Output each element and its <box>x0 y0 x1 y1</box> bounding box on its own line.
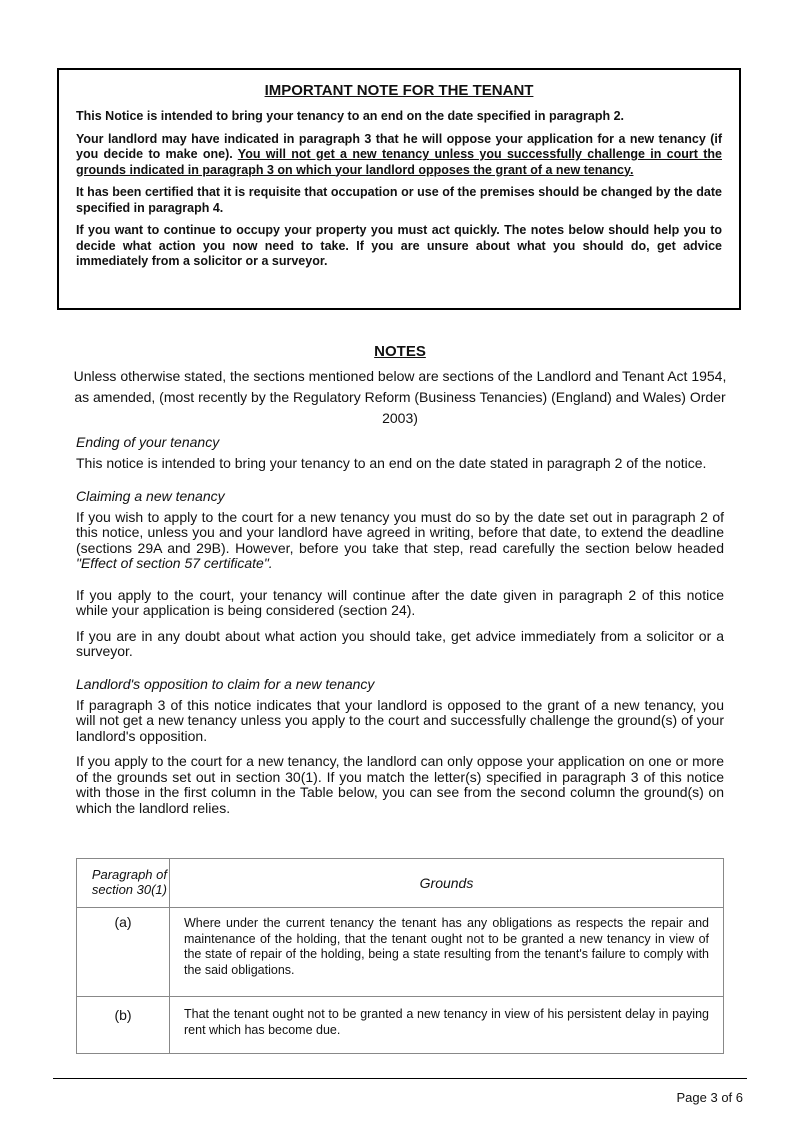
notes-title: NOTES <box>374 343 426 360</box>
important-note-title: IMPORTANT NOTE FOR THE TENANT <box>264 82 534 99</box>
important-note-p2-underlined: You will not get a new tenancy unless you successfully challenge in court the grounds indicated in paragraph 3 on which your landlord opposes the grant of a new tenancy. <box>76 147 722 177</box>
ending-paragraph: This notice is intended to bring your tenancy to an end on the date stated in paragraph 2 of the notice. <box>76 455 707 471</box>
footer-divider <box>53 1078 747 1079</box>
important-note-box <box>57 68 741 310</box>
claiming-paragraph-2: If you apply to the court, your tenancy will continue after the date given in paragraph 2 of this notice while your application is being considered (section 24). <box>76 586 724 618</box>
claiming-paragraph-3: If you are in any doubt about what action you should take, get advice immediately from a solicitor or a surveyor. <box>76 627 724 659</box>
table-row <box>77 997 724 1054</box>
important-note-p2 <box>76 132 722 179</box>
row-grounds: Where under the current tenancy the tenant has any obligations as respects the repair and maintenance of the holding, that the tenant ought not to be granted a new tenancy in view of the state of repair of the holding, being a state resulting from the tenant's failure to comply with the said obligations. <box>170 908 724 997</box>
grounds-table <box>76 858 724 1054</box>
claiming-p1-text: If you wish to apply to the court for a new tenancy you must do so by the date set out in paragraph 2 of this notice, unless you and your landlord have agreed in writing, before that date, to extend the deadline (sections 29A and 29B). However, before you take that step, read carefully the section below headed <box>76 508 724 556</box>
important-note-p4: If you want to continue to occupy your property you must act quickly. The notes below should help you to decide what action you now need to take. If you are unsure about what you should do, get advice immediately from a solicitor or a surveyor. <box>76 223 722 268</box>
ending-heading: Ending of your tenancy <box>76 434 220 450</box>
claiming-paragraph-1 <box>76 510 724 572</box>
table-row <box>77 908 724 997</box>
claiming-heading: Claiming a new tenancy <box>76 487 225 504</box>
row-letter: (a) <box>77 908 170 997</box>
row-letter: (b) <box>77 997 170 1054</box>
important-note-p3: It has been certified that it is requisite that occupation or use of the premises should be changed by the date specified in paragraph 4. <box>76 185 722 215</box>
claiming-p1-italic: "Effect of section 57 certificate". <box>76 555 273 571</box>
important-note-p2-text: Your landlord may have indicated in paragraph 3 that he will oppose your application for a new tenancy (if you decide to make one). <box>76 131 722 161</box>
page-number: Page 3 of 6 <box>676 1090 743 1105</box>
row-grounds: That the tenant ought not to be granted a new tenancy in view of his persistent delay in paying rent which has become due. <box>170 997 724 1054</box>
table-header-row <box>77 859 724 908</box>
opposition-paragraph-1: If paragraph 3 of this notice indicates that your landlord is opposed to the grant of a new tenancy, you will not get a new tenancy unless you apply to the court and successfully challenge the ground(s) of your landlord's opposition. <box>76 696 724 744</box>
opposition-paragraph-2: If you apply to the court for a new tenancy, the landlord can only oppose your application on one or more of the grounds set out in section 30(1). If you match the letter(s) specified in paragraph 3 of this notice with those in the first column in the Table below, you can see from the second column the ground(s) on which the landlord relies. <box>76 753 724 816</box>
notes-intro: Unless otherwise stated, the sections mentioned below are sections of the Landlord and Tenant Act 1954, as amended, (most recently by the Regulatory Reform (Business Tenancies) (England) and Wales) Order 2003) <box>73 368 727 426</box>
important-note-p1: This Notice is intended to bring your tenancy to an end on the date specified in paragraph 2. <box>76 109 624 123</box>
notes-content <box>76 434 724 826</box>
col1-header: Paragraph of section 30(1) <box>77 859 170 908</box>
opposition-heading: Landlord's opposition to claim for a new tenancy <box>76 675 375 692</box>
col2-header: Grounds <box>170 859 724 908</box>
